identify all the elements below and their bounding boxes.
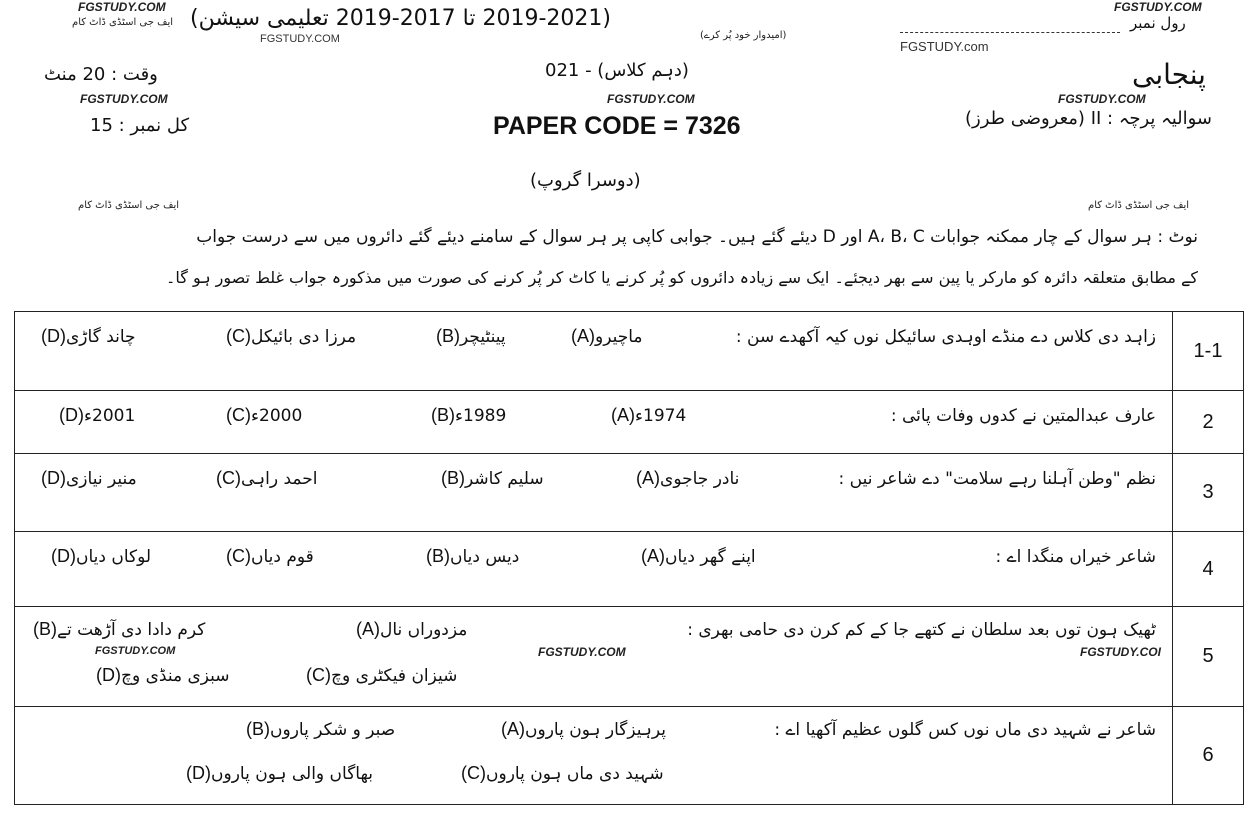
time-label: وقت : 20 منٹ (44, 64, 158, 85)
option-c (220, 546, 314, 567)
question-number: 6 (1173, 707, 1244, 805)
option-b-label: (B) (436, 326, 461, 346)
watermark-q5-left: FGSTUDY.COM (95, 645, 176, 657)
option-d-label: (D) (41, 468, 66, 488)
option-a-label: (A) (611, 405, 636, 425)
watermark-mid: FGSTUDY.com (900, 39, 989, 54)
option-c (455, 763, 664, 784)
question-text: شاعر خیراں منگدا اے : (995, 547, 1156, 567)
instruction-line-2: کے مطابق متعلقہ دائرہ کو مارکر یا پین سے بھر دیجئے۔ ایک سے زیادہ دائروں کو پُر کرنے یا کاٹ کر پُر کرنے کی صورت میں مذکورہ جواب غلط تصور ہو گا۔ (165, 268, 1198, 287)
watermark-q5-right: FGSTUDY.COI (1080, 645, 1161, 659)
option-b-text: دیس دیاں (450, 547, 520, 567)
option-c-text: قوم دیاں (251, 547, 314, 567)
option-b-label: (B) (246, 719, 271, 739)
instruction-line-1: نوٹ : ہر سوال کے چار ممکنہ جوابات A، B، C اور D دیئے گئے ہیں۔ جوابی کاپی پر ہر سوال کے سامنے دیئے گئے دائروں میں سے درست جواب (196, 227, 1198, 247)
option-d-label: (D) (51, 546, 76, 566)
option-a-text: 1974ء (635, 406, 687, 426)
question-number: 4 (1173, 532, 1244, 607)
question-row (15, 607, 1244, 707)
option-a-text: اپنے گھر دیاں (665, 547, 756, 567)
option-a-label: (A) (356, 619, 381, 639)
option-a-label: (A) (571, 326, 596, 346)
option-b-label: (B) (431, 405, 456, 425)
paper-code: PAPER CODE = 7326 (493, 112, 741, 140)
option-c-text: شیزان فیکٹری وچ (331, 666, 458, 686)
option-b-label: (B) (33, 619, 58, 639)
option-c (220, 326, 356, 347)
option-d-text: منیر نیازی (66, 469, 137, 489)
question-number: 2 (1173, 391, 1244, 454)
option-c-text: 2000ء (251, 406, 303, 426)
option-d-text: سبزی منڈی وچ (121, 666, 230, 686)
option-d-text: 2001ء (84, 406, 136, 426)
watermark-q5-center: FGSTUDY.COM (538, 645, 626, 659)
question-body (15, 454, 1173, 532)
option-c-text: مرزا دی بائیکل (251, 327, 357, 347)
watermark-right: FGSTUDY.COM (1058, 92, 1146, 106)
option-a-label: (A) (501, 719, 526, 739)
option-a-label: (A) (636, 468, 661, 488)
question-body (15, 707, 1173, 805)
watermark-urdu-left: ایف جی اسٹڈی ڈاٹ کام (78, 200, 180, 211)
paper-label: سوالیہ پرچہ : II (معروضی طرز) (965, 108, 1213, 129)
question-text: نظم "وطن آہلنا رہے سلامت" دے شاعر نیں : (838, 469, 1156, 489)
option-b-text: سلیم کاشر (465, 469, 544, 489)
option-a-text: مزدوراں نال (380, 620, 468, 640)
option-b-text: صبر و شکر پاروں (270, 720, 396, 740)
question-text: شاعر نے شہید دی ماں نوں کس گلوں عظیم آکھیا اے : (774, 720, 1156, 740)
option-c-label: (C) (226, 405, 251, 425)
watermark-top-right: FGSTUDY.COM (1114, 0, 1202, 14)
total-marks: کل نمبر : 15 (90, 115, 190, 136)
question-row (15, 707, 1244, 805)
option-d-label: (D) (59, 405, 84, 425)
option-b (27, 619, 205, 640)
option-c (210, 468, 317, 489)
question-number: 3 (1173, 454, 1244, 532)
question-body (15, 312, 1173, 391)
option-d-text: لوکاں دیاں (76, 547, 152, 567)
group-label: (دوسرا گروپ) (530, 170, 641, 191)
question-number: 1-1 (1173, 312, 1244, 391)
option-c-text: شہید دی ماں ہون پاروں (486, 764, 664, 784)
questions-table (14, 311, 1244, 805)
class-line: (دہم کلاس) - 021 (545, 60, 689, 81)
option-b-label: (B) (441, 468, 466, 488)
roll-number-label: رول نمبر (1130, 14, 1186, 32)
option-b-text: 1989ء (455, 406, 507, 426)
question-row (15, 532, 1244, 607)
option-c-label: (C) (461, 763, 486, 783)
option-d (45, 546, 151, 567)
option-c-label: (C) (226, 546, 251, 566)
option-a (565, 326, 643, 347)
option-b-label: (B) (426, 546, 451, 566)
option-d (180, 763, 373, 784)
question-row (15, 391, 1244, 454)
option-c-label: (C) (226, 326, 251, 346)
option-c (220, 405, 302, 426)
option-d-text: چاند گاڑی (66, 327, 136, 347)
option-c-label: (C) (216, 468, 241, 488)
question-body (15, 607, 1173, 707)
question-text: زاہد دی کلاس دے منڈے اوہدی سائیکل نوں کیہ آکھدے سن : (735, 327, 1156, 347)
option-b (435, 468, 544, 489)
option-c-text: احمد راہی (241, 469, 318, 489)
option-d (53, 405, 135, 426)
option-a (350, 619, 467, 640)
question-number: 5 (1173, 607, 1244, 707)
watermark-faint: FGSTUDY.COM (260, 33, 340, 45)
option-b-text: کرم دادا دی آڑھت تے (57, 620, 206, 640)
question-body (15, 532, 1173, 607)
watermark-urdu-right: ایف جی اسٹڈی ڈاٹ کام (1088, 200, 1190, 211)
option-d (35, 326, 136, 347)
option-d (35, 468, 137, 489)
option-b (240, 719, 395, 740)
candidate-note: (امیدوار خود پُر کرے) (700, 30, 787, 41)
option-c-label: (C) (306, 665, 331, 685)
option-a (630, 468, 739, 489)
option-a-text: پرہیزگار ہون پاروں (525, 720, 666, 740)
watermark-center: FGSTUDY.COM (607, 92, 695, 106)
question-row (15, 312, 1244, 391)
option-d-label: (D) (186, 763, 211, 783)
option-b (420, 546, 519, 567)
question-row (15, 454, 1244, 532)
subject-title: پنجابی (1132, 58, 1206, 91)
option-a-text: نادر جاجوی (660, 469, 740, 489)
watermark-top-left: FGSTUDY.COM (78, 0, 166, 14)
session-line: (2019-2021 تا 2017-2019 تعلیمی سیشن) (190, 6, 612, 31)
option-b (425, 405, 506, 426)
question-text: عارف عبدالمتین نے کدوں وفات پائی : (890, 406, 1156, 426)
roll-number-line (900, 32, 1120, 33)
option-a-text: ماچیرو (595, 327, 643, 347)
question-text: ٹھیک ہون توں بعد سلطان نے کتھے جا کے کم کرن دی حامی بھری : (687, 620, 1156, 640)
option-a (495, 719, 666, 740)
option-d-label: (D) (41, 326, 66, 346)
option-c (300, 665, 457, 686)
option-a (605, 405, 686, 426)
watermark-urdu-top-left: ایف جی اسٹڈی ڈاٹ کام (72, 17, 174, 28)
option-d-text: بھاگاں والی ہون پاروں (211, 764, 374, 784)
option-b (430, 326, 506, 347)
option-d-label: (D) (96, 665, 121, 685)
watermark-left: FGSTUDY.COM (80, 92, 168, 106)
option-d (90, 665, 230, 686)
option-a-label: (A) (641, 546, 666, 566)
question-body (15, 391, 1173, 454)
option-a (635, 546, 756, 567)
option-b-text: پینٹیچر (460, 327, 506, 347)
